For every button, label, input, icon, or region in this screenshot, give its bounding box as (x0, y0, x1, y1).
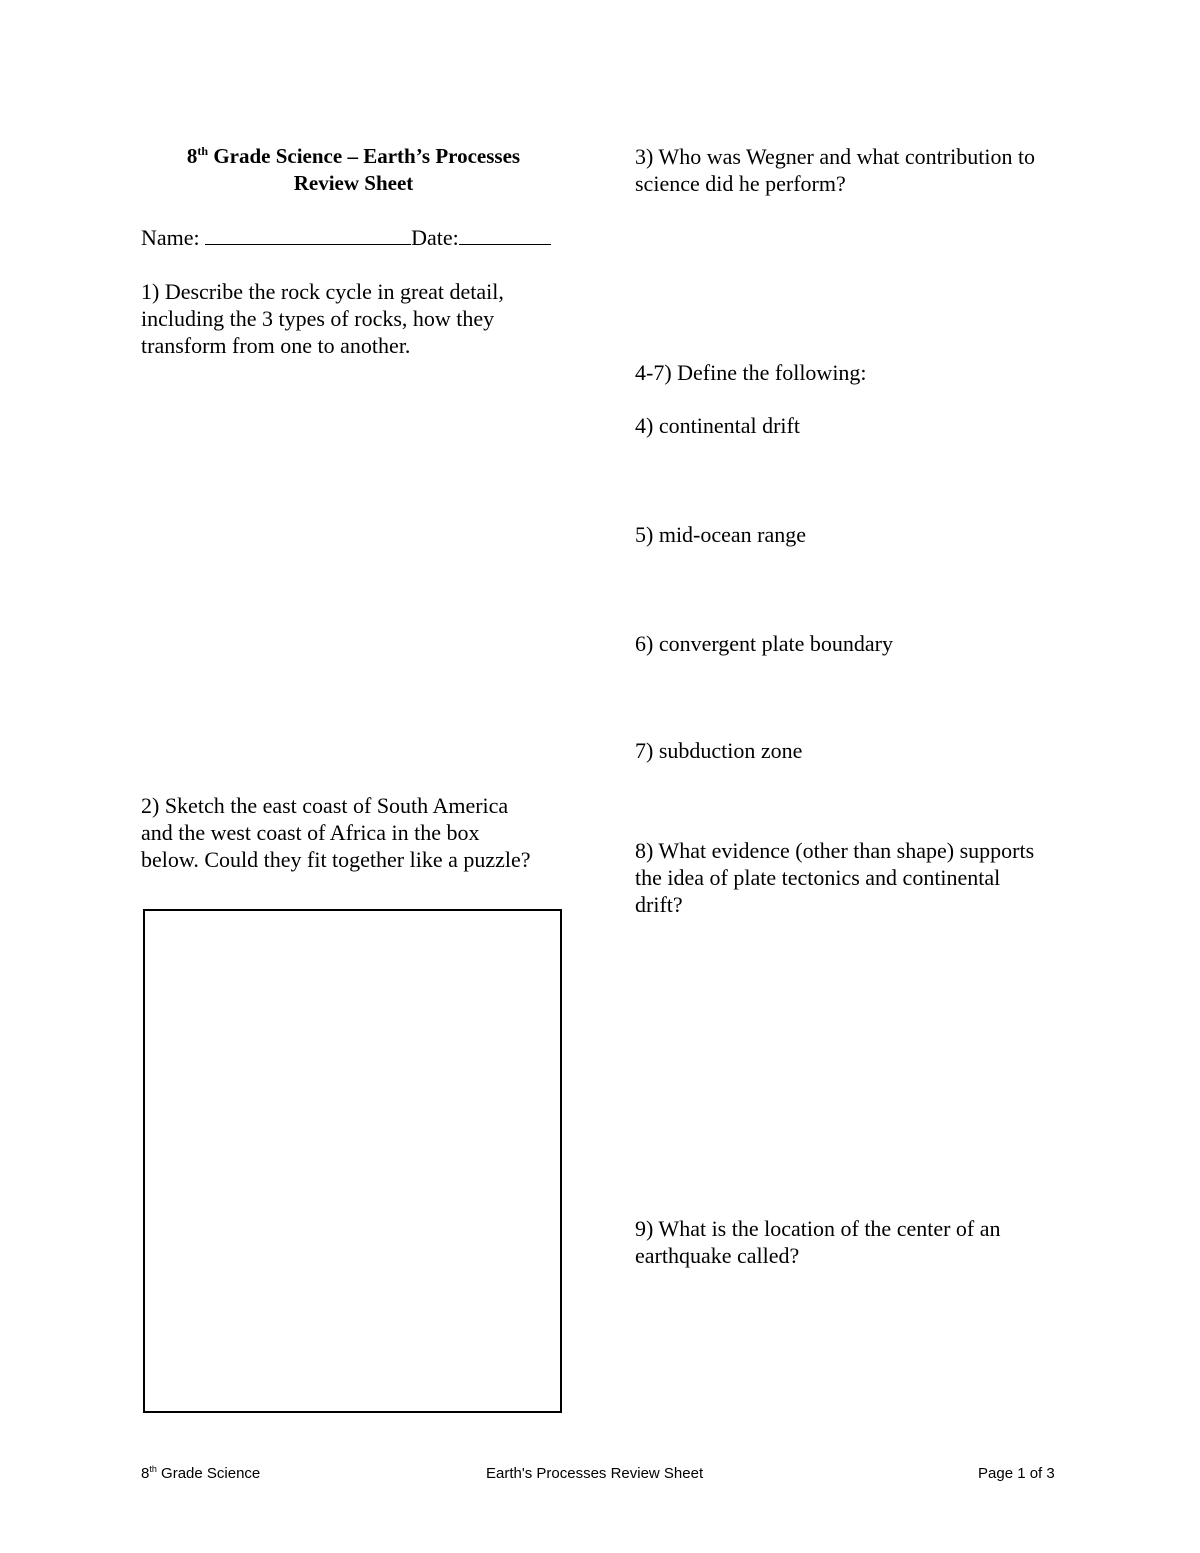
title-rest: Grade Science – Earth’s Processes (208, 144, 521, 168)
title-grade-number: 8 (186, 144, 198, 168)
date-field[interactable] (459, 224, 551, 245)
footer-grade-suffix: th (149, 1464, 157, 1474)
name-field[interactable] (205, 224, 411, 245)
footer-grade-rest: Grade Science (156, 1465, 261, 1482)
name-label: Name: (141, 225, 200, 250)
footer-page-number: Page 1 of 3 (978, 1465, 1055, 1482)
question-3: 3) Who was Wegner and what contribution to science did he perform? (635, 144, 1036, 196)
title-grade-suffix: th (197, 144, 209, 158)
page-title (141, 143, 566, 197)
question-4-7-heading: 4-7) Define the following: (635, 360, 867, 385)
sketch-box[interactable] (143, 909, 562, 1413)
footer-center: Earth's Processes Review Sheet (486, 1465, 704, 1482)
question-4: 4) continental drift (635, 413, 800, 438)
question-2: 2) Sketch the east coast of South America and the west coast of Africa in the box below. Could they fit together like a puzzle? (141, 793, 531, 872)
question-1: 1) Describe the rock cycle in great detail, including the 3 types of rocks, how they transform from one to another. (141, 279, 504, 358)
title-line-2: Review Sheet (293, 171, 414, 195)
footer-left (141, 1465, 260, 1483)
footer-grade-number: 8 (141, 1465, 150, 1482)
date-label: Date: (411, 225, 459, 250)
title-line-1 (141, 143, 566, 170)
question-7: 7) subduction zone (635, 738, 803, 763)
question-5: 5) mid-ocean range (635, 522, 807, 547)
question-8: 8) What evidence (other than shape) supports the idea of plate tectonics and continental drift? (635, 838, 1035, 917)
name-date-line (141, 224, 581, 251)
question-9: 9) What is the location of the center of an earthquake called? (635, 1216, 1001, 1268)
question-6: 6) convergent plate boundary (635, 631, 894, 656)
